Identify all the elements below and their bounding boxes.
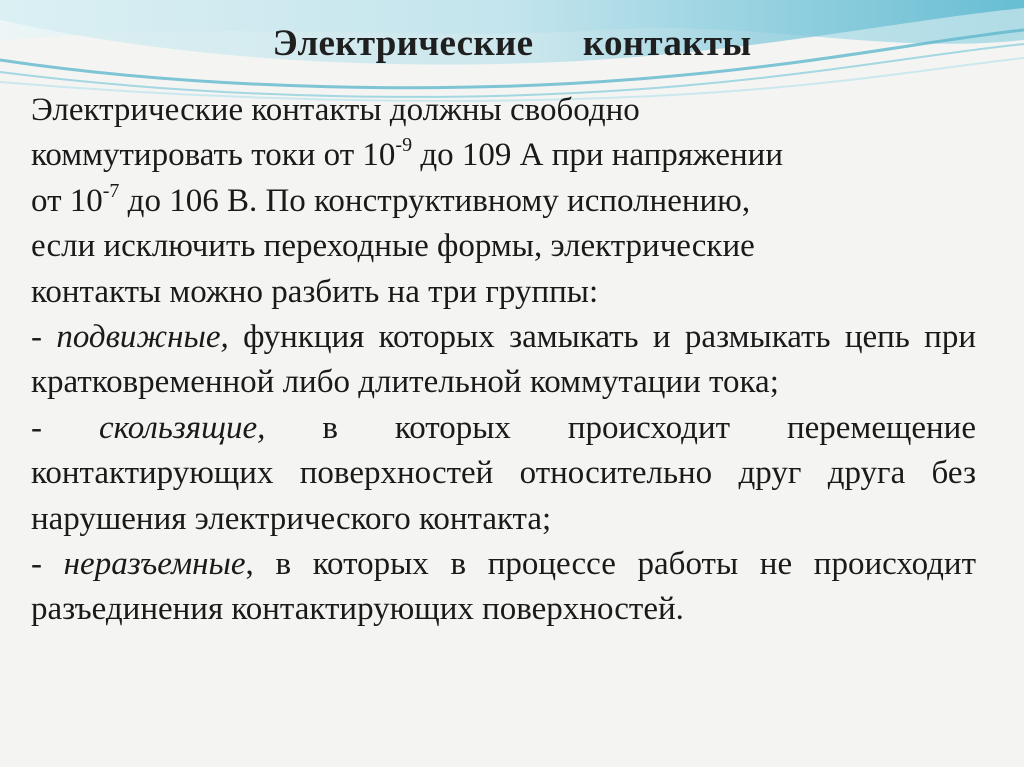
list-item-text: в которых происходит перемещение контактирующих поверхностей относительно друг друга без нарушения электрического контакта;	[31, 409, 976, 537]
exponent: -9	[395, 134, 413, 157]
list-item-term: неразъемные	[63, 546, 246, 583]
intro-line-5: контакты можно разбить на три группы:	[31, 273, 599, 310]
list-item-text: , в которых в процессе работы не происходит разъединения контактирующих поверхностей.	[31, 546, 976, 628]
list-item-text: функция которых замыкать и размыкать цепь при кратковременной либо длительной коммутации тока;	[31, 319, 976, 401]
slide-body	[31, 88, 976, 633]
list-dash: -	[31, 319, 57, 356]
exponent: -7	[102, 179, 120, 202]
intro-paragraph	[31, 88, 976, 315]
list-item-term: подвижные,	[56, 319, 229, 356]
intro-line-3-text: от 10	[31, 182, 103, 219]
intro-line-3-text-end: до 106 В. По конструктивному исполнению,	[119, 182, 751, 219]
list-item-term: скользящие,	[98, 409, 266, 446]
list-dash: -	[31, 409, 99, 446]
list-item	[31, 315, 976, 406]
list-item	[31, 406, 976, 542]
intro-line-2	[31, 133, 976, 178]
intro-line-2-text-end: до 109 А при напряжении	[412, 137, 783, 174]
intro-line-1: Электрические контакты должны свободно	[31, 92, 640, 128]
list-dash: -	[31, 546, 64, 583]
intro-line-4: если исключить переходные формы, электрические	[31, 228, 755, 265]
intro-line-2-text: коммутировать токи от 10	[31, 137, 396, 174]
intro-line-3	[31, 179, 976, 224]
list-item	[31, 542, 976, 633]
slide-title: Электрические контакты	[272, 23, 752, 64]
